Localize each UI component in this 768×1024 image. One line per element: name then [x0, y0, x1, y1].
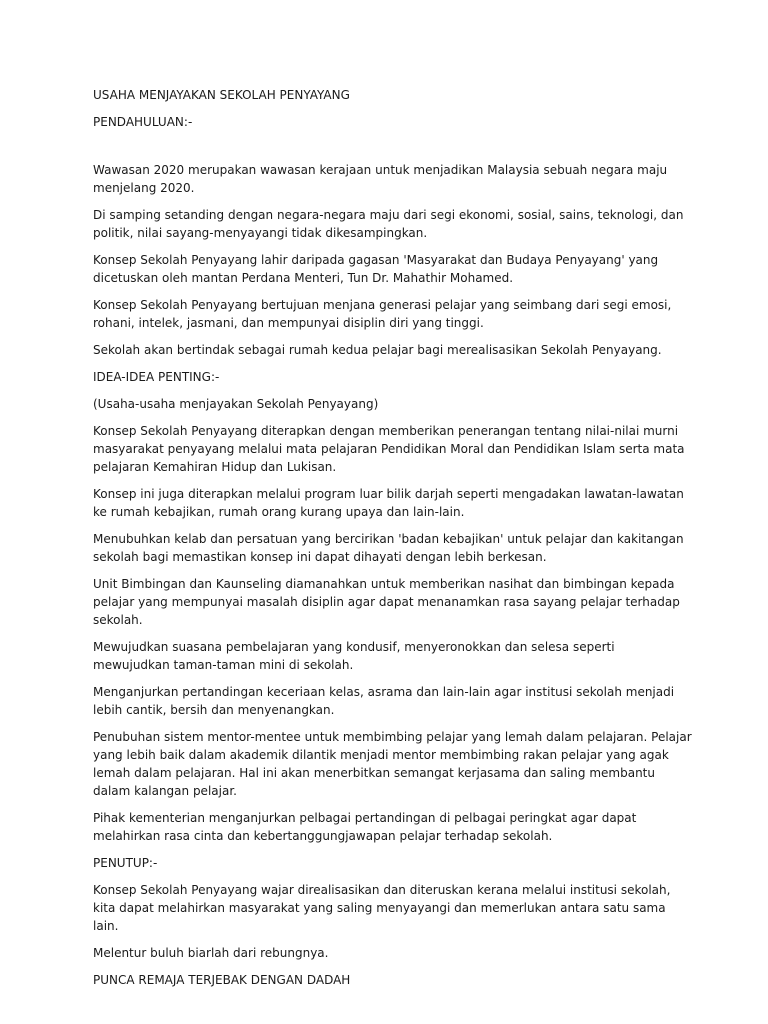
section-heading-penutup: PENUTUP:-	[93, 856, 158, 870]
paragraph: Pihak kementerian menganjurkan pelbagai pertandingan di pelbagai peringkat agar dapat melahirkan rasa cinta dan kebertanggungjawapan pelajar terhadap sekolah.	[93, 811, 637, 843]
paragraph: Konsep Sekolah Penyayang bertujuan menjana generasi pelajar yang seimbang dari segi emosi, rohani, intelek, jasmani, dan mempunyai disiplin diri yang tinggi.	[93, 298, 672, 330]
document-body	[93, 86, 693, 989]
section-heading-idea: IDEA-IDEA PENTING:-	[93, 370, 220, 384]
paragraph: Di samping setanding dengan negara-negara maju dari segi ekonomi, sosial, sains, teknologi, dan politik, nilai sayang-menyayangi tidak dikesampingkan.	[93, 208, 684, 240]
paragraph: Menganjurkan pertandingan keceriaan kelas, asrama dan lain-lain agar institusi sekolah menjadi lebih cantik, bersih dan menyenangkan.	[93, 685, 675, 717]
paragraph: Konsep Sekolah Penyayang diterapkan dengan memberikan penerangan tentang nilai-nilai murni masyarakat penyayang melalui mata pelajaran Pendidikan Moral dan Pendidikan Islam serta mata pelajaran Kemahiran Hidup dan Lukisan.	[93, 424, 685, 474]
paragraph: Melentur buluh biarlah dari rebungnya.	[93, 946, 329, 960]
paragraph: Unit Bimbingan dan Kaunseling diamanahkan untuk memberikan nasihat dan bimbingan kepada pelajar yang mempunyai masalah disiplin agar dapat menanamkan rasa sayang pelajar terhadap sekolah.	[93, 577, 680, 627]
paragraph: Sekolah akan bertindak sebagai rumah kedua pelajar bagi merealisasikan Sekolah Penyayang.	[93, 343, 662, 357]
section-subheading-idea: (Usaha-usaha menjayakan Sekolah Penyayang)	[93, 397, 379, 411]
document-title: USAHA MENJAYAKAN SEKOLAH PENYAYANG	[93, 88, 350, 102]
paragraph: Konsep Sekolah Penyayang lahir daripada gagasan 'Masyarakat dan Budaya Penyayang' yang dicetuskan oleh mantan Perdana Menteri, Tun Dr. Mahathir Mohamed.	[93, 253, 659, 285]
paragraph: Konsep ini juga diterapkan melalui program luar bilik darjah seperti mengadakan lawatan-lawatan ke rumah kebajikan, rumah orang kurang upaya dan lain-lain.	[93, 487, 684, 519]
section-heading-pendahuluan: PENDAHULUAN:-	[93, 115, 193, 129]
next-section-title: PUNCA REMAJA TERJEBAK DENGAN DADAH	[93, 973, 351, 987]
paragraph: Mewujudkan suasana pembelajaran yang kondusif, menyeronokkan dan selesa seperti mewujudkan taman-taman mini di sekolah.	[93, 640, 615, 672]
paragraph: Penubuhan sistem mentor-mentee untuk membimbing pelajar yang lemah dalam pelajaran. Pelajar yang lebih baik dalam akademik dilantik menjadi mentor membimbing rakan pelajar yang agak lemah dalam pelajaran. Hal ini akan menerbitkan semangat kerjasama dan saling membantu dalam kalangan pelajar.	[93, 730, 692, 798]
paragraph: Wawasan 2020 merupakan wawasan kerajaan untuk menjadikan Malaysia sebuah negara maju menjelang 2020.	[93, 163, 668, 195]
paragraph: Menubuhkan kelab dan persatuan yang bercirikan 'badan kebajikan' untuk pelajar dan kakitangan sekolah bagi memastikan konsep ini dapat dihayati dengan lebih berkesan.	[93, 532, 684, 564]
paragraph: Konsep Sekolah Penyayang wajar direalisasikan dan diteruskan kerana melalui institusi sekolah, kita dapat melahirkan masyarakat yang saling menyayangi dan memerlukan antara satu sama lain.	[93, 883, 671, 933]
